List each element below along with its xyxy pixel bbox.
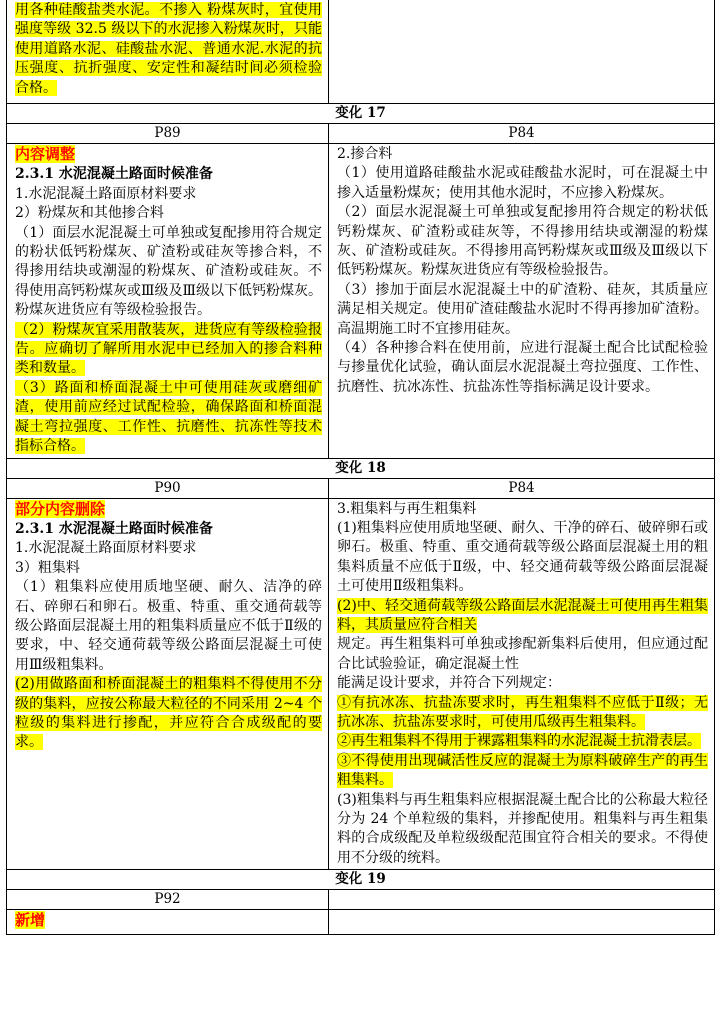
change-17-left-sub2: 2）粉煤灰和其他掺合料: [15, 205, 164, 222]
change-18-left-cell: [7, 498, 329, 870]
change-18-right-p3: (3)粗集料与再生粗集料应根据混凝土配合比的公称最大粒径分为 24 个单粒级的集料，并掺配使用。粗集料与再生粗集料的合成级配及单粒级级配范围宜符合相关的要求。不得使用不分级的统料。: [337, 791, 708, 866]
top-right-cell: [329, 0, 715, 104]
change-18-right-page: P84: [329, 478, 715, 498]
change-17-page-row: [7, 124, 715, 144]
change-18-right-p2e: ②再生粗集料不得用于裸露粗集料的水泥混凝土抗滑表层。: [337, 733, 701, 750]
change-18-left-sub2: 3）粗集料: [15, 559, 80, 576]
change-17-title-row: [7, 104, 715, 124]
top-continuation-row: [7, 0, 715, 104]
change-18-right-p2d: ①有抗冰冻、抗盐冻要求时，再生粗集料不应低于Ⅱ级；无抗冰冻、抗盐冻要求时，可使用瓜级再生粗集料。: [337, 694, 708, 730]
change-17-left-heading: 2.3.1 水泥混凝土路面时候准备: [15, 166, 213, 183]
change-18-right-p2a: (2)中、轻交通荷载等级公路面层水泥混凝土可使用再生粗集料，其质量应符合相关: [337, 597, 708, 633]
change-19-title-row: [7, 870, 715, 890]
change-18-right-heading: 3.粗集料与再生粗集料: [337, 500, 477, 517]
comparison-table: [6, 0, 715, 935]
change-17-right-page: P84: [329, 124, 715, 144]
top-left-cell: [7, 0, 329, 104]
change-18-title: 变化 18: [7, 458, 715, 478]
change-17-left-sub1: 1.水泥混凝土路面原材料要求: [15, 185, 197, 202]
change-18-tag: 部分内容删除: [15, 499, 106, 518]
change-19-tag: 新增: [15, 911, 46, 930]
change-17-left-cell: [7, 144, 329, 459]
change-19-right-page: [329, 890, 715, 910]
change-18-left-p1: （1）粗集料应使用质地坚硬、耐久、洁净的碎石、碎卵石和卵石。极重、特重、重交通荷载等级公路面层混凝土用的粗集料质量应不低于Ⅱ级的要求，中、轻交通荷载等级公路面层混凝土可使用Ⅲ级粗集料。: [15, 579, 322, 673]
change-17-right-p3: （3）掺加于面层水泥混凝土中的矿渣粉、硅灰，其质量应满足相关规定。使用矿渣硅酸盐水泥时不得再掺加矿渣粉。高温期施工时不宜掺用硅灰。: [337, 281, 708, 337]
change-17-left-p1: （1）面层水泥混凝土可单独或复配掺用符合规定的粉状低钙粉煤灰、矿渣粉或硅灰等掺合料，不得掺用结块或潮湿的粉煤灰、矿渣粉或硅灰。不得使用高钙粉煤灰或Ⅲ级及Ⅲ级以下低钙粉煤灰。粉煤灰进货应有等级检验报告。: [15, 224, 323, 319]
change-17-content-row: [7, 144, 715, 459]
change-18-left-sub1: 1.水泥混凝土路面原材料要求: [15, 540, 197, 557]
change-17-left-page: P89: [7, 124, 329, 144]
change-18-page-row: [7, 478, 715, 498]
change-19-left-cell: [7, 910, 329, 935]
change-18-content-row: [7, 498, 715, 870]
change-17-right-heading: 2.掺合料: [337, 146, 393, 162]
change-17-right-p2: （2）面层水泥混凝土可单独或复配掺用符合规定的粉状低钙粉煤灰、矿渣粉或硅灰等，不得掺用结块或潮湿的粉煤灰、矿渣粉或硅灰。不得掺用高钙粉煤灰或Ⅲ级及Ⅲ级以下低钙粉煤灰。粉煤灰进货应有等级检验报告。: [337, 204, 708, 279]
change-17-title: 变化 17: [7, 104, 715, 124]
change-19-left-page: P92: [7, 890, 329, 910]
change-18-right-p1: (1)粗集料应使用质地坚硬、耐久、干净的碎石、破碎卵石或卵石。极重、特重、重交通荷载等级公路面层混凝土用的粗集料质量不应低于Ⅱ级，中、轻交通荷载等级公路面层混凝土可使用Ⅱ级粗集料。: [337, 519, 708, 595]
change-19-title: 变化 19: [7, 870, 715, 890]
change-18-right-p2b: 规定。再生粗集料可单独或掺配新集料后使用，但应通过配合比试验验证，确定混凝土性: [337, 636, 708, 672]
change-18-left-heading: 2.3.1 水泥混凝土路面时候准备: [15, 520, 213, 537]
top-left-paragraph: 用各种硅酸盐类水泥。不掺入 粉煤灰时，宜使用强度等级 32.5 级以下的水泥掺入粉煤灰时，只能使用道路水泥、硅酸盐水泥、普通水泥.水泥的抗压强度、抗折强度、安定性和凝结时间必须检验合格。: [15, 2, 322, 96]
change-17-left-p3: （3）路面和桥面混凝土中可使用硅灰或磨细矿渣，使用前应经过试配检验，确保路面和桥面混凝土弯拉强度、工作性、抗磨性、抗冻性等技术指标合格。: [15, 379, 322, 455]
change-19-page-row: [7, 890, 715, 910]
change-17-right-p4: （4）各种掺合料在使用前，应进行混凝土配合比试配检验与掺量优化试验，确认面层水泥混凝土弯拉强度、工作性、抗磨性、抗冰冻性、抗盐冻性等指标满足设计要求。: [337, 340, 708, 395]
change-18-left-page: P90: [7, 478, 329, 498]
change-18-title-row: [7, 458, 715, 478]
change-19-right-cell: [329, 910, 715, 935]
change-18-right-p2c: 能满足设计要求，并符合下列规定：: [337, 675, 561, 692]
change-18-right-cell: [329, 498, 715, 870]
change-17-right-cell: [329, 144, 715, 459]
change-19-content-row: [7, 910, 715, 935]
change-18-left-p2: (2)用做路面和桥面混凝土的粗集料不得使用不分级的集料，应按公称最大粒径的不同采用 2~4 个粒级的集料进行掺配，并应符合合成级配的要求。: [15, 676, 322, 751]
change-18-right-p2f: ③不得使用出现碱活性反应的混凝土为原料破碎生产的再生粗集料。: [337, 752, 708, 789]
change-17-tag: 内容调整: [15, 145, 76, 163]
change-17-right-p1: （1）使用道路硅酸盐水泥或硅酸盐水泥时，可在混凝土中掺入适量粉煤灰；使用其他水泥时，不应掺入粉煤灰。: [337, 165, 708, 201]
change-17-left-p2: （2）粉煤灰宜采用散装灰，进货应有等级检验报告。应确切了解所用水泥中已经加入的掺合料种类和数量。: [15, 321, 322, 377]
